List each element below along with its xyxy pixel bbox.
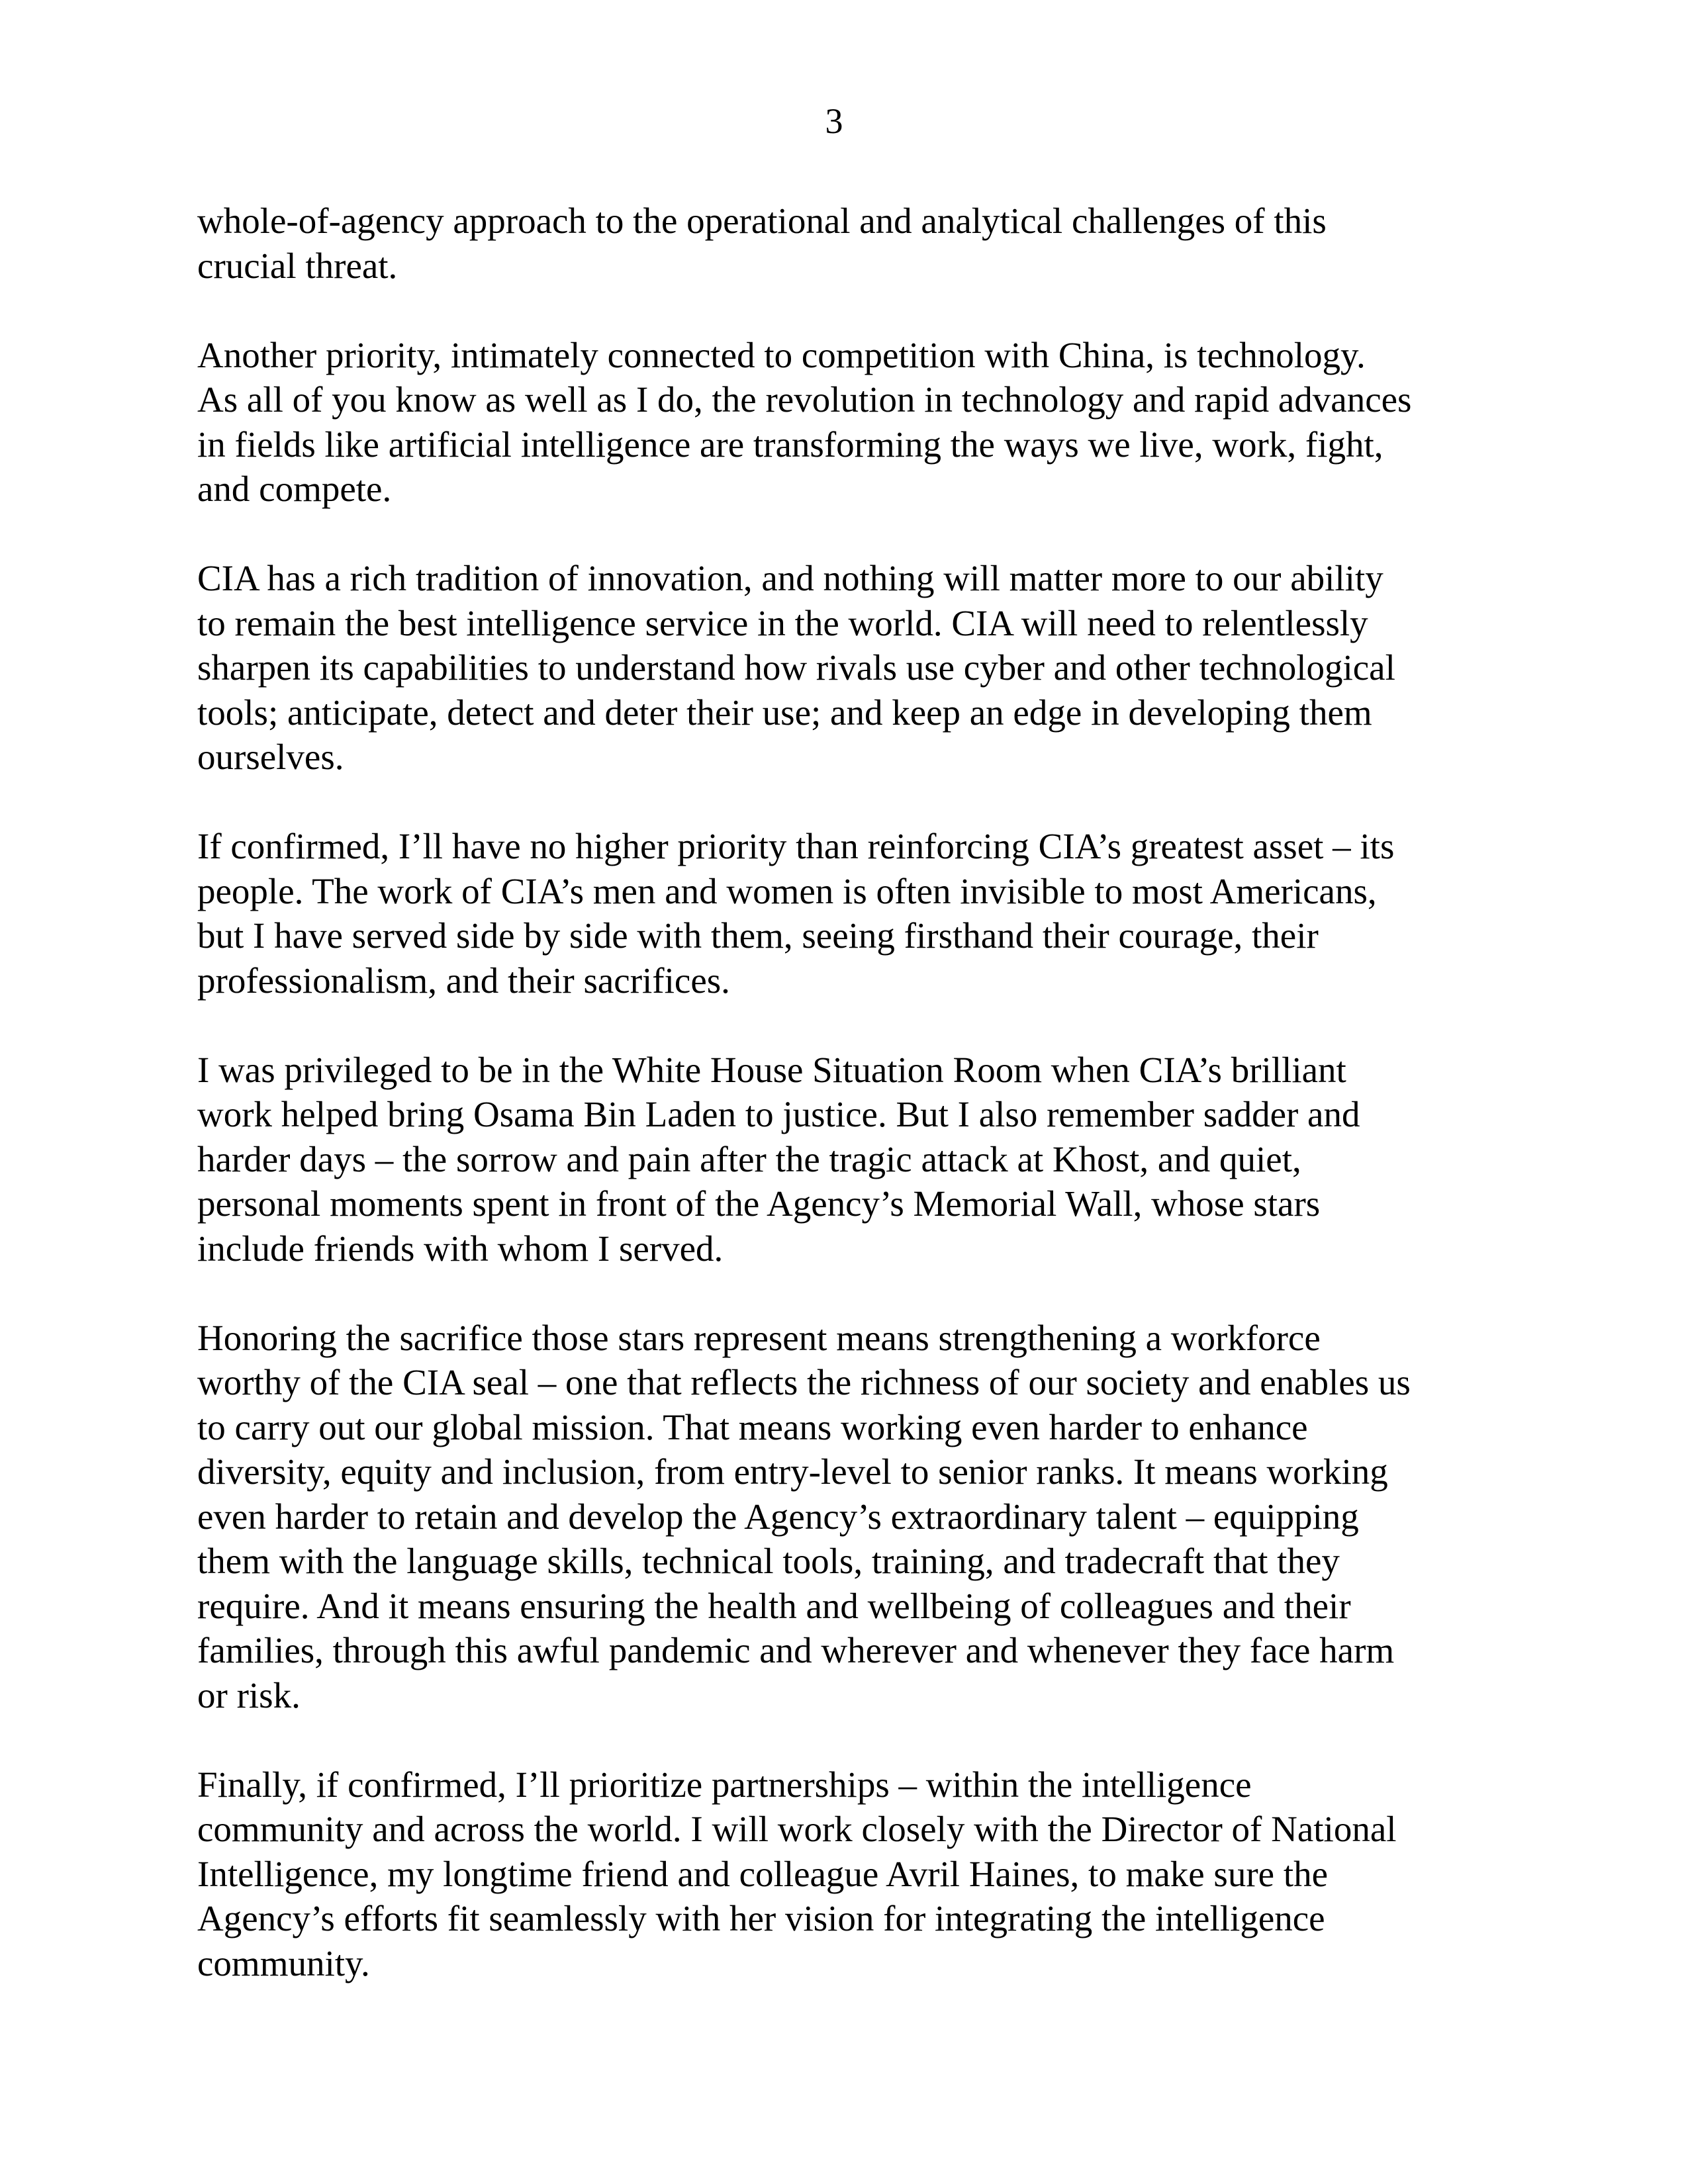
text-line: whole-of-agency approach to the operational and analytical challenges of this <box>197 201 1327 241</box>
text-line: tools; anticipate, detect and deter their use; and keep an edge in developing them <box>197 692 1372 733</box>
text-line: Finally, if confirmed, I’ll prioritize partnerships – within the intelligence <box>197 1764 1252 1805</box>
text-line: harder days – the sorrow and pain after the tragic attack at Khost, and quiet, <box>197 1138 1301 1179</box>
text-line: require. And it means ensuring the health and wellbeing of colleagues and their <box>197 1585 1351 1626</box>
text-line: worthy of the CIA seal – one that reflects the richness of our society and enables us <box>197 1362 1411 1402</box>
text-line: Agency’s efforts fit seamlessly with her vision for integrating the intelligence <box>197 1898 1325 1938</box>
text-line: If confirmed, I’ll have no higher priority than reinforcing CIA’s greatest asset – its <box>197 826 1395 866</box>
text-line: include friends with whom I served. <box>197 1228 724 1269</box>
paragraph <box>197 824 1411 1003</box>
text-line: I was privileged to be in the White House Situation Room when CIA’s brilliant <box>197 1049 1346 1090</box>
text-line: community and across the world. I will work closely with the Director of National <box>197 1809 1397 1849</box>
text-line: to remain the best intelligence service in the world. CIA will need to relentlessly <box>197 602 1368 643</box>
text-line: even harder to retain and develop the Agency’s extraordinary talent – equipping <box>197 1496 1359 1537</box>
text-line: people. The work of CIA’s men and women is often invisible to most Americans, <box>197 870 1377 911</box>
text-line: them with the language skills, technical tools, training, and tradecraft that they <box>197 1541 1340 1581</box>
document-body <box>197 199 1411 2030</box>
paragraph <box>197 333 1411 512</box>
text-line: community. <box>197 1942 370 1983</box>
text-line: Intelligence, my longtime friend and colleague Avril Haines, to make sure the <box>197 1853 1329 1894</box>
text-line: diversity, equity and inclusion, from entry-level to senior ranks. It means working <box>197 1451 1388 1492</box>
text-line: Honoring the sacrifice those stars represent means strengthening a workforce <box>197 1317 1321 1358</box>
text-line: professionalism, and their sacrifices. <box>197 960 730 1001</box>
text-line: CIA has a rich tradition of innovation, and nothing will matter more to our ability <box>197 558 1383 598</box>
text-line: work helped bring Osama Bin Laden to justice. But I also remember sadder and <box>197 1094 1360 1134</box>
paragraph <box>197 199 1411 288</box>
text-line: but I have served side by side with them, seeing firsthand their courage, their <box>197 915 1319 956</box>
text-line: and compete. <box>197 469 392 509</box>
text-line: or risk. <box>197 1674 301 1715</box>
text-line: Another priority, intimately connected to competition with China, is technology. <box>197 334 1366 375</box>
text-line: As all of you know as well as I do, the revolution in technology and rapid advances <box>197 379 1412 420</box>
text-line: families, through this awful pandemic and wherever and whenever they face harm <box>197 1630 1395 1670</box>
text-line: ourselves. <box>197 737 344 777</box>
text-line: in fields like artificial intelligence are transforming the ways we live, work, fight, <box>197 424 1383 465</box>
text-line: to carry out our global mission. That means working even harder to enhance <box>197 1406 1308 1447</box>
text-line: personal moments spent in front of the Agency’s Memorial Wall, whose stars <box>197 1183 1321 1224</box>
paragraph <box>197 1762 1411 1986</box>
page-number: 3 <box>825 101 843 141</box>
text-line: crucial threat. <box>197 245 398 286</box>
paragraph <box>197 1316 1411 1718</box>
paragraph <box>197 556 1411 780</box>
text-line: sharpen its capabilities to understand how rivals use cyber and other technological <box>197 647 1395 688</box>
paragraph <box>197 1048 1411 1271</box>
